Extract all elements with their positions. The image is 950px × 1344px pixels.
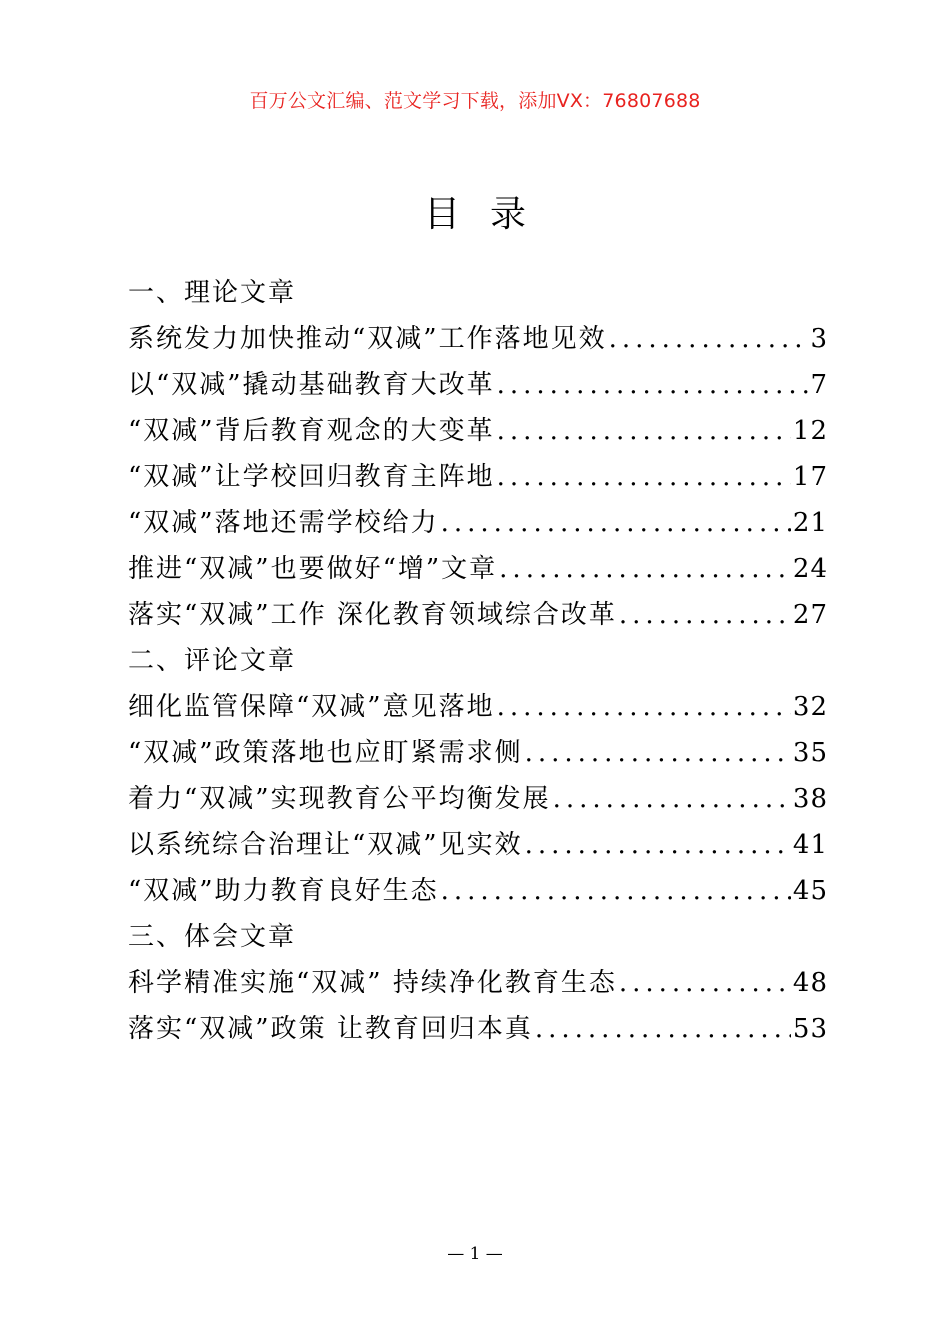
toc-entry[interactable] [128,730,828,776]
toc-dot-leader [499,546,791,592]
toc-entry[interactable] [128,454,828,500]
toc-section-heading: 二、评论文章 [128,646,297,676]
toc-section-heading: 三、体会文章 [128,922,297,952]
toc-entry-title: 科学精准实施“双减” 持续净化教育生态 [128,968,617,998]
toc-entry-page: 7 [810,370,828,400]
toc-dot-leader [497,454,791,500]
toc-dot-leader [497,684,791,730]
toc-dot-leader [553,776,791,822]
toc-entry[interactable] [128,1006,828,1052]
page-title: 目录 [423,194,556,235]
toc-entry-page: 21 [792,508,828,538]
header-note: 百万公文汇编、范文学习下载，添加VX：76807688 [249,90,701,112]
toc-dot-leader [441,500,791,546]
toc-dot-leader [497,362,809,408]
toc-dot-leader [609,316,809,362]
toc-entry[interactable] [128,316,828,362]
toc-entry-title: 落实“双减”工作 深化教育领域综合改革 [128,600,617,630]
table-of-contents [128,270,828,1052]
toc-entry-page: 35 [792,738,828,768]
toc-entry-page: 3 [810,324,828,354]
toc-entry-page: 45 [792,876,828,906]
toc-dot-leader [497,408,791,454]
toc-entry-page: 48 [792,968,828,998]
toc-entry-page: 41 [792,830,828,860]
toc-entry-page: 27 [792,600,828,630]
toc-entry[interactable] [128,408,828,454]
toc-entry[interactable] [128,684,828,730]
toc-entry-page: 12 [792,416,828,446]
toc-entry-page: 53 [792,1014,828,1044]
toc-dot-leader [441,868,791,914]
toc-entry-title: 推进“双减”也要做好“增”文章 [128,554,498,584]
toc-entry-title: “双减”政策落地也应盯紧需求侧 [128,738,523,768]
toc-entry-title: 着力“双减”实现教育公平均衡发展 [128,784,551,814]
toc-entry[interactable] [128,500,828,546]
toc-entry[interactable] [128,546,828,592]
toc-entry-title: 系统发力加快推动“双减”工作落地见效 [128,324,607,354]
toc-entry[interactable] [128,822,828,868]
toc-entry-title: “双减”让学校回归教育主阵地 [128,462,495,492]
toc-entry-page: 24 [792,554,828,584]
toc-entry-title: “双减”落地还需学校给力 [128,508,439,538]
toc-entry-page: 17 [792,462,828,492]
toc-entry-title: “双减”背后教育观念的大变革 [128,416,495,446]
toc-entry[interactable] [128,362,828,408]
toc-dot-leader [619,960,791,1006]
toc-dot-leader [619,592,791,638]
toc-entry-title: “双减”助力教育良好生态 [128,876,439,906]
toc-dot-leader [535,1006,791,1052]
toc-dot-leader [525,730,791,776]
page-number-footer: — 1 — [447,1244,503,1264]
toc-entry[interactable] [128,776,828,822]
toc-entry[interactable] [128,592,828,638]
toc-entry-title: 落实“双减”政策 让教育回归本真 [128,1014,533,1044]
toc-section-heading: 一、理论文章 [128,278,297,308]
toc-entry[interactable] [128,868,828,914]
toc-entry-title: 以系统综合治理让“双减”见实效 [128,830,523,860]
toc-entry-page: 38 [792,784,828,814]
toc-entry[interactable] [128,960,828,1006]
toc-entry-title: 细化监管保障“双减”意见落地 [128,692,495,722]
toc-entry-title: 以“双减”撬动基础教育大改革 [128,370,495,400]
toc-entry-page: 32 [792,692,828,722]
toc-dot-leader [525,822,791,868]
